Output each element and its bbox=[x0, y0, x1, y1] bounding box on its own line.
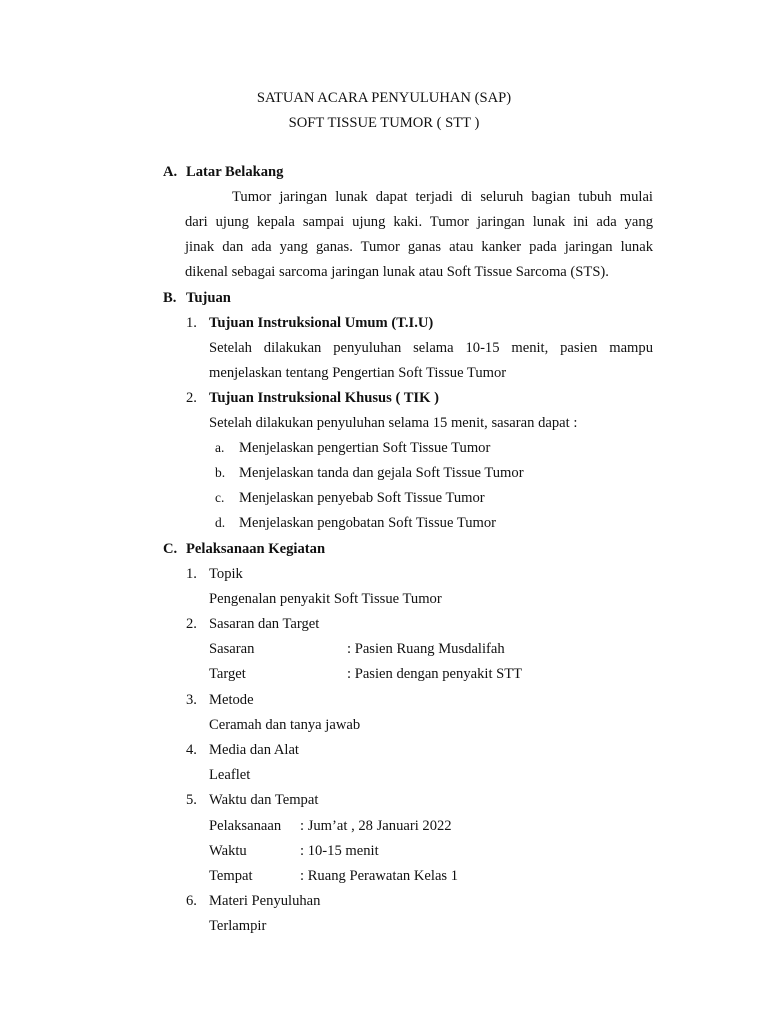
activity-number: 5. bbox=[186, 792, 197, 808]
activity-title: Media dan Alat bbox=[209, 742, 299, 758]
section-a-marker: A. bbox=[163, 164, 178, 180]
activity-number: 1. bbox=[186, 566, 197, 582]
section-b-heading: Tujuan bbox=[186, 290, 231, 306]
activity-body: Leaflet bbox=[209, 767, 251, 783]
detail-value: : Pasien dengan penyakit STT bbox=[347, 666, 523, 682]
objective-text-line: Setelah dilakukan penyuluhan selama 15 menit, sasaran dapat : bbox=[209, 415, 578, 431]
sub-item-letter: b. bbox=[215, 465, 226, 480]
objective-text-line: Setelah dilakukan penyuluhan selama 10-15 menit, pasien mampu bbox=[209, 340, 653, 356]
detail-value: : 10-15 menit bbox=[300, 843, 379, 859]
sub-item-letter: c. bbox=[215, 490, 225, 505]
objective-title: Tujuan Instruksional Khusus ( TIK ) bbox=[209, 390, 439, 406]
sub-item-text: Menjelaskan tanda dan gejala Soft Tissue Tumor bbox=[239, 465, 524, 481]
sub-item-text: Menjelaskan penyebab Soft Tissue Tumor bbox=[239, 490, 485, 506]
section-a-para-line: dikenal sebagai sarcoma jaringan lunak atau Soft Tissue Sarcoma (STS). bbox=[185, 264, 609, 280]
objective-text-line: menjelaskan tentang Pengertian Soft Tissue Tumor bbox=[209, 365, 507, 381]
activity-title: Waktu dan Tempat bbox=[209, 792, 319, 808]
section-c-marker: C. bbox=[163, 541, 178, 557]
detail-label: Waktu bbox=[209, 843, 247, 859]
detail-label: Tempat bbox=[209, 868, 253, 884]
activity-title: Sasaran dan Target bbox=[209, 616, 320, 632]
activity-body: Ceramah dan tanya jawab bbox=[209, 717, 361, 733]
section-a-para-line: dari ujung kepala sampai ujung kaki. Tumor jaringan lunak ini ada yang bbox=[185, 214, 653, 230]
activity-title: Topik bbox=[209, 566, 243, 582]
section-a-para-line: jinak dan ada yang ganas. Tumor ganas atau kanker pada jaringan lunak bbox=[185, 239, 653, 255]
detail-label: Sasaran bbox=[209, 641, 255, 657]
section-a-heading: Latar Belakang bbox=[186, 164, 284, 180]
sub-item-letter: d. bbox=[215, 515, 226, 530]
activity-number: 3. bbox=[186, 692, 197, 708]
sub-item-text: Menjelaskan pengobatan Soft Tissue Tumor bbox=[239, 515, 497, 531]
sub-item-letter: a. bbox=[215, 440, 225, 455]
activity-title: Metode bbox=[209, 692, 254, 708]
detail-value: : Ruang Perawatan Kelas 1 bbox=[300, 868, 459, 884]
activity-number: 4. bbox=[186, 742, 197, 758]
section-a-para-line: Tumor jaringan lunak dapat terjadi di seluruh bagian tubuh mulai bbox=[232, 189, 653, 205]
detail-label: Target bbox=[209, 666, 246, 682]
activity-number: 6. bbox=[186, 893, 197, 909]
activity-title: Materi Penyuluhan bbox=[209, 893, 321, 909]
objective-number: 2. bbox=[186, 390, 197, 406]
doc-title-line2: SOFT TISSUE TUMOR ( STT ) bbox=[288, 115, 480, 131]
detail-label: Pelaksanaan bbox=[209, 818, 282, 834]
activity-number: 2. bbox=[186, 616, 197, 632]
section-b-marker: B. bbox=[163, 290, 177, 306]
activity-body: Pengenalan penyakit Soft Tissue Tumor bbox=[209, 591, 442, 607]
objective-title: Tujuan Instruksional Umum (T.I.U) bbox=[209, 315, 434, 331]
detail-value: : Jum’at , 28 Januari 2022 bbox=[300, 818, 452, 834]
sub-item-text: Menjelaskan pengertian Soft Tissue Tumor bbox=[239, 440, 491, 456]
activity-body: Terlampir bbox=[209, 918, 267, 934]
detail-value: : Pasien Ruang Musdalifah bbox=[347, 641, 505, 657]
section-c-heading: Pelaksanaan Kegiatan bbox=[186, 541, 326, 557]
objective-number: 1. bbox=[186, 315, 197, 331]
doc-title-line1: SATUAN ACARA PENYULUHAN (SAP) bbox=[256, 90, 512, 106]
